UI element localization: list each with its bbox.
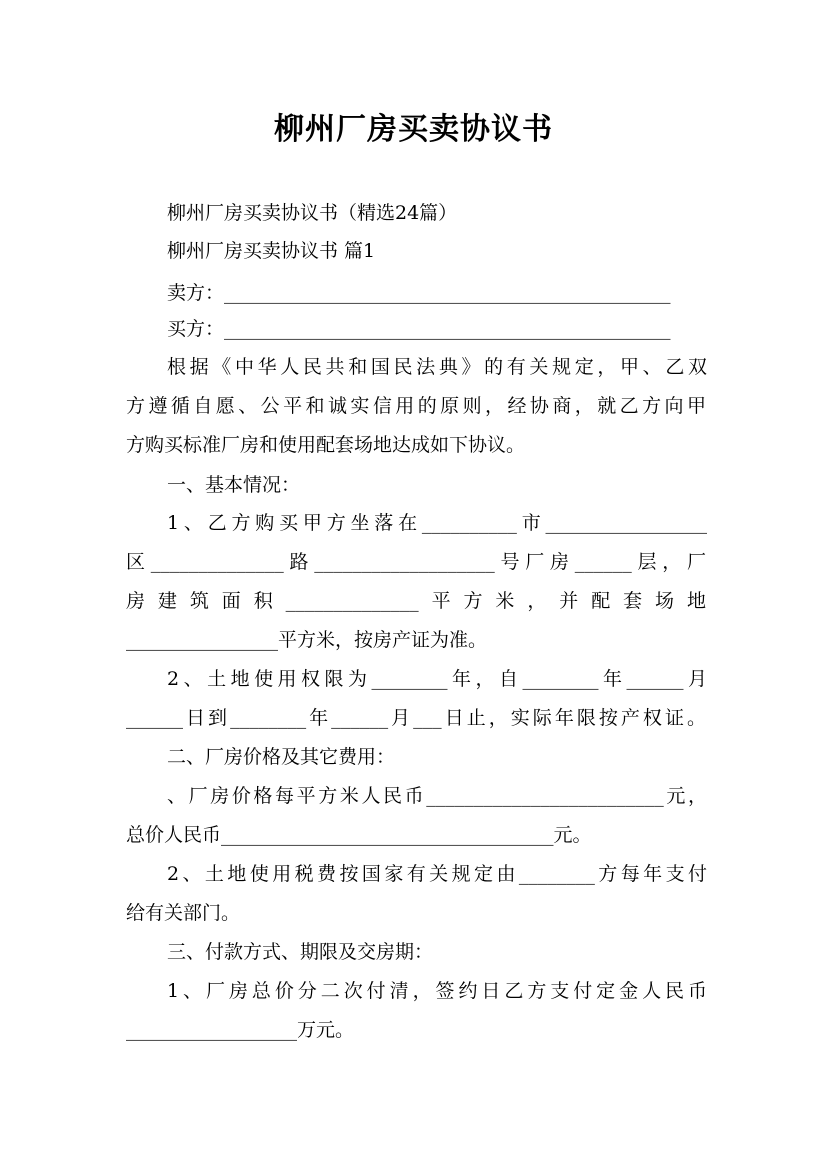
clause-heading: 一、基本情况： xyxy=(167,474,301,496)
paragraph-line: ______日到________年______月___日止，实际年限按产权证。 xyxy=(126,707,706,729)
seller-line: 卖方：_______________________________________________ xyxy=(167,282,671,304)
clause-heading: 二、厂房价格及其它费用： xyxy=(167,746,396,768)
paragraph-line: ________________平方米，按房产证为准。 xyxy=(126,629,488,651)
document-title: 柳州厂房买卖协议书 xyxy=(274,112,553,147)
paragraph-line: 根据《中华人民共和国民法典》的有关规定，甲、乙双 xyxy=(167,356,707,378)
paragraph-line: 2、土地使用税费按国家有关规定由________方每年支付 xyxy=(167,863,707,885)
paragraph-line: 房建筑面积______________平方米，并配套场地 xyxy=(126,590,706,612)
paragraph-line: __________________万元。 xyxy=(126,1019,355,1041)
paragraph-line: 、厂房价格每平方米人民币_________________________元， xyxy=(167,785,707,807)
paragraph-line: 区______________路___________________号厂房______层，厂 xyxy=(126,551,706,573)
paragraph-line: 给有关部门。 xyxy=(126,902,241,924)
paragraph-line: 1、乙方购买甲方坐落在__________市_________________ xyxy=(167,512,707,534)
paragraph-line: 2、土地使用权限为________年，自________年______月 xyxy=(167,668,707,690)
buyer-line: 买方：_______________________________________________ xyxy=(167,318,671,340)
paragraph-line: 方购买标准厂房和使用配套场地达成如下协议。 xyxy=(126,434,526,456)
paragraph-line: 方遵循自愿、公平和诚实信用的原则，经协商，就乙方向甲 xyxy=(126,395,706,417)
paragraph-line: 1、厂房总价分二次付清，签约日乙方支付定金人民币 xyxy=(167,980,707,1002)
clause-heading: 三、付款方式、期限及交房期： xyxy=(167,941,434,963)
section-heading: 柳州厂房买卖协议书 篇1 xyxy=(167,240,376,262)
paragraph-line: 总价人民币___________________________________元。 xyxy=(126,824,592,846)
subtitle-line: 柳州厂房买卖协议书（精选24篇） xyxy=(167,202,458,224)
